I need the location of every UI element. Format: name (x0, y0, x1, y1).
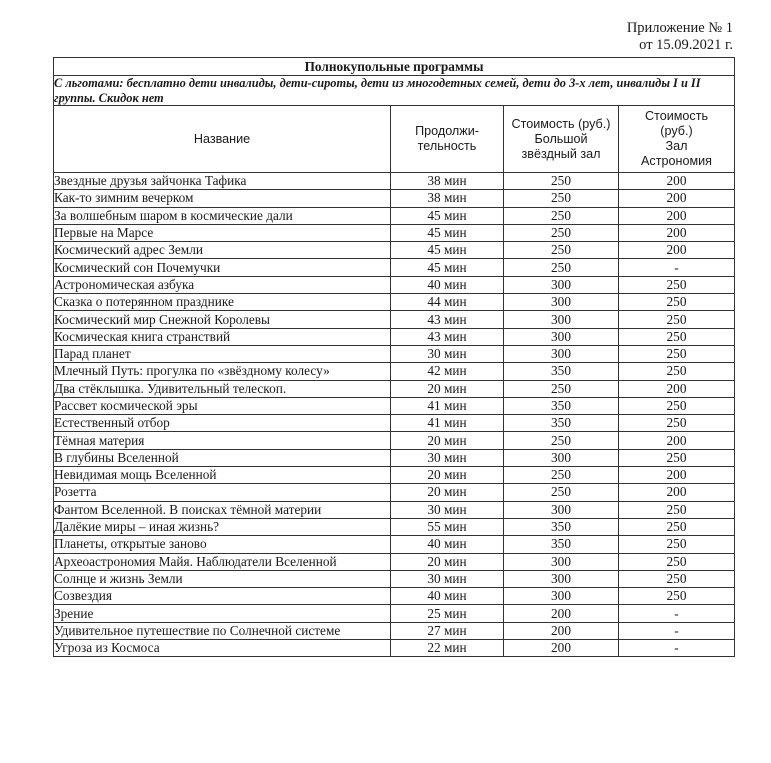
header-price-big-hall: Стоимость (руб.) Большой звёздный зал (504, 106, 619, 173)
price-big-hall: 200 (504, 622, 619, 639)
appendix-header (627, 20, 733, 54)
table-row (54, 190, 735, 207)
table-row (54, 553, 735, 570)
program-name: Солнце и жизнь Земли (54, 570, 391, 587)
price-big-hall: 350 (504, 397, 619, 414)
price-table (53, 57, 735, 657)
program-duration: 55 мин (391, 518, 504, 535)
program-duration: 30 мин (391, 449, 504, 466)
program-name: Два стёклышка. Удивительный телескоп. (54, 380, 391, 397)
price-big-hall: 200 (504, 640, 619, 657)
program-duration: 20 мин (391, 380, 504, 397)
price-astronomy-hall: - (619, 622, 735, 639)
price-big-hall: 350 (504, 363, 619, 380)
price-astronomy-hall: 200 (619, 242, 735, 259)
price-big-hall: 350 (504, 518, 619, 535)
program-name: Планеты, открытые заново (54, 536, 391, 553)
program-name: Сказка о потерянном празднике (54, 294, 391, 311)
table-row (54, 173, 735, 190)
program-name: Парад планет (54, 345, 391, 362)
price-astronomy-hall: 250 (619, 311, 735, 328)
program-duration: 38 мин (391, 190, 504, 207)
program-name: За волшебным шаром в космические дали (54, 207, 391, 224)
table-row (54, 380, 735, 397)
table-caption: Полнокупольные программы (54, 58, 735, 76)
price-astronomy-hall: - (619, 259, 735, 276)
price-big-hall: 200 (504, 605, 619, 622)
price-astronomy-hall: 250 (619, 588, 735, 605)
table-row (54, 449, 735, 466)
table-row (54, 518, 735, 535)
price-big-hall: 250 (504, 432, 619, 449)
price-big-hall: 300 (504, 328, 619, 345)
price-big-hall: 250 (504, 207, 619, 224)
program-name: Млечный Путь: прогулка по «звёздному колесу» (54, 363, 391, 380)
table-row (54, 276, 735, 293)
price-astronomy-hall: 200 (619, 467, 735, 484)
program-duration: 30 мин (391, 501, 504, 518)
program-name: Космический сон Почемучки (54, 259, 391, 276)
price-big-hall: 250 (504, 224, 619, 241)
price-astronomy-hall: 200 (619, 207, 735, 224)
table-row (54, 363, 735, 380)
price-astronomy-hall: 250 (619, 536, 735, 553)
program-name: Космический мир Снежной Королевы (54, 311, 391, 328)
price-astronomy-hall: - (619, 640, 735, 657)
program-name: Рассвет космической эры (54, 397, 391, 414)
program-name: Зрение (54, 605, 391, 622)
program-name: Звездные друзья зайчонка Тафика (54, 173, 391, 190)
program-duration: 40 мин (391, 276, 504, 293)
table-row (54, 224, 735, 241)
table-row (54, 640, 735, 657)
program-duration: 40 мин (391, 588, 504, 605)
table-row (54, 415, 735, 432)
table-row (54, 294, 735, 311)
price-big-hall: 250 (504, 190, 619, 207)
price-astronomy-hall: 250 (619, 518, 735, 535)
price-astronomy-hall: 250 (619, 328, 735, 345)
benefits-row (54, 76, 735, 106)
program-duration: 38 мин (391, 173, 504, 190)
price-big-hall: 250 (504, 259, 619, 276)
program-name: Созвездия (54, 588, 391, 605)
benefits-note: С льготами: бесплатно дети инвалиды, дети-сироты, дети из многодетных семей, дети до 3-х лет, инвалиды I и II группы. Скидок нет (54, 76, 735, 106)
program-name: Удивительное путешествие по Солнечной системе (54, 622, 391, 639)
program-name: Астрономическая азбука (54, 276, 391, 293)
program-name: Тёмная материя (54, 432, 391, 449)
program-duration: 20 мин (391, 553, 504, 570)
price-big-hall: 250 (504, 173, 619, 190)
price-big-hall: 250 (504, 484, 619, 501)
table-row (54, 501, 735, 518)
price-astronomy-hall: 200 (619, 432, 735, 449)
price-astronomy-hall: 200 (619, 380, 735, 397)
table-row (54, 328, 735, 345)
table-row (54, 570, 735, 587)
table-row (54, 588, 735, 605)
program-name: Розетта (54, 484, 391, 501)
price-big-hall: 300 (504, 311, 619, 328)
program-duration: 25 мин (391, 605, 504, 622)
program-duration: 27 мин (391, 622, 504, 639)
price-astronomy-hall: 250 (619, 397, 735, 414)
table-caption-row (54, 58, 735, 76)
price-big-hall: 300 (504, 501, 619, 518)
program-duration: 45 мин (391, 242, 504, 259)
program-name: Археоастрономия Майя. Наблюдатели Вселенной (54, 553, 391, 570)
price-astronomy-hall: 250 (619, 294, 735, 311)
program-name: Далёкие миры – иная жизнь? (54, 518, 391, 535)
price-big-hall: 300 (504, 588, 619, 605)
program-duration: 41 мин (391, 415, 504, 432)
program-duration: 44 мин (391, 294, 504, 311)
program-duration: 45 мин (391, 224, 504, 241)
price-astronomy-hall: 250 (619, 415, 735, 432)
program-duration: 43 мин (391, 328, 504, 345)
program-name: Космический адрес Земли (54, 242, 391, 259)
program-duration: 43 мин (391, 311, 504, 328)
header-price-astronomy-hall: Стоимость (руб.) Зал Астрономия (619, 106, 735, 173)
price-astronomy-hall: 250 (619, 276, 735, 293)
program-duration: 40 мин (391, 536, 504, 553)
program-duration: 30 мин (391, 570, 504, 587)
program-name: Первые на Марсе (54, 224, 391, 241)
table-row (54, 536, 735, 553)
program-duration: 22 мин (391, 640, 504, 657)
program-duration: 45 мин (391, 259, 504, 276)
price-big-hall: 250 (504, 242, 619, 259)
header-name: Название (54, 106, 391, 173)
program-duration: 30 мин (391, 345, 504, 362)
price-big-hall: 300 (504, 570, 619, 587)
table-row (54, 207, 735, 224)
program-duration: 20 мин (391, 484, 504, 501)
price-big-hall: 300 (504, 553, 619, 570)
program-name: В глубины Вселенной (54, 449, 391, 466)
price-astronomy-hall: 250 (619, 449, 735, 466)
program-duration: 42 мин (391, 363, 504, 380)
price-astronomy-hall: 200 (619, 190, 735, 207)
program-name: Космическая книга странствий (54, 328, 391, 345)
price-astronomy-hall: 250 (619, 553, 735, 570)
price-big-hall: 300 (504, 449, 619, 466)
table-row (54, 467, 735, 484)
price-astronomy-hall: 200 (619, 173, 735, 190)
price-big-hall: 350 (504, 536, 619, 553)
appendix-date: от 15.09.2021 г. (639, 37, 733, 53)
table-row (54, 345, 735, 362)
table-row (54, 397, 735, 414)
table-row (54, 605, 735, 622)
appendix-number: Приложение № 1 (626, 20, 733, 36)
program-duration: 45 мин (391, 207, 504, 224)
price-big-hall: 300 (504, 276, 619, 293)
price-astronomy-hall: 250 (619, 363, 735, 380)
header-duration: Продолжи- тельность (391, 106, 504, 173)
price-astronomy-hall: - (619, 605, 735, 622)
price-astronomy-hall: 200 (619, 484, 735, 501)
table-row (54, 259, 735, 276)
table-row (54, 432, 735, 449)
price-astronomy-hall: 250 (619, 345, 735, 362)
program-name: Невидимая мощь Вселенной (54, 467, 391, 484)
table-row (54, 622, 735, 639)
price-astronomy-hall: 250 (619, 570, 735, 587)
program-name: Угроза из Космоса (54, 640, 391, 657)
price-astronomy-hall: 200 (619, 224, 735, 241)
program-duration: 20 мин (391, 467, 504, 484)
price-big-hall: 300 (504, 294, 619, 311)
table-row (54, 311, 735, 328)
price-astronomy-hall: 250 (619, 501, 735, 518)
header-row (54, 106, 735, 173)
price-big-hall: 250 (504, 467, 619, 484)
table-row (54, 484, 735, 501)
program-duration: 20 мин (391, 432, 504, 449)
program-name: Фантом Вселенной. В поисках тёмной материи (54, 501, 391, 518)
price-big-hall: 300 (504, 345, 619, 362)
program-name: Как-то зимним вечерком (54, 190, 391, 207)
price-big-hall: 250 (504, 380, 619, 397)
program-duration: 41 мин (391, 397, 504, 414)
table-row (54, 242, 735, 259)
price-big-hall: 350 (504, 415, 619, 432)
program-name: Естественный отбор (54, 415, 391, 432)
